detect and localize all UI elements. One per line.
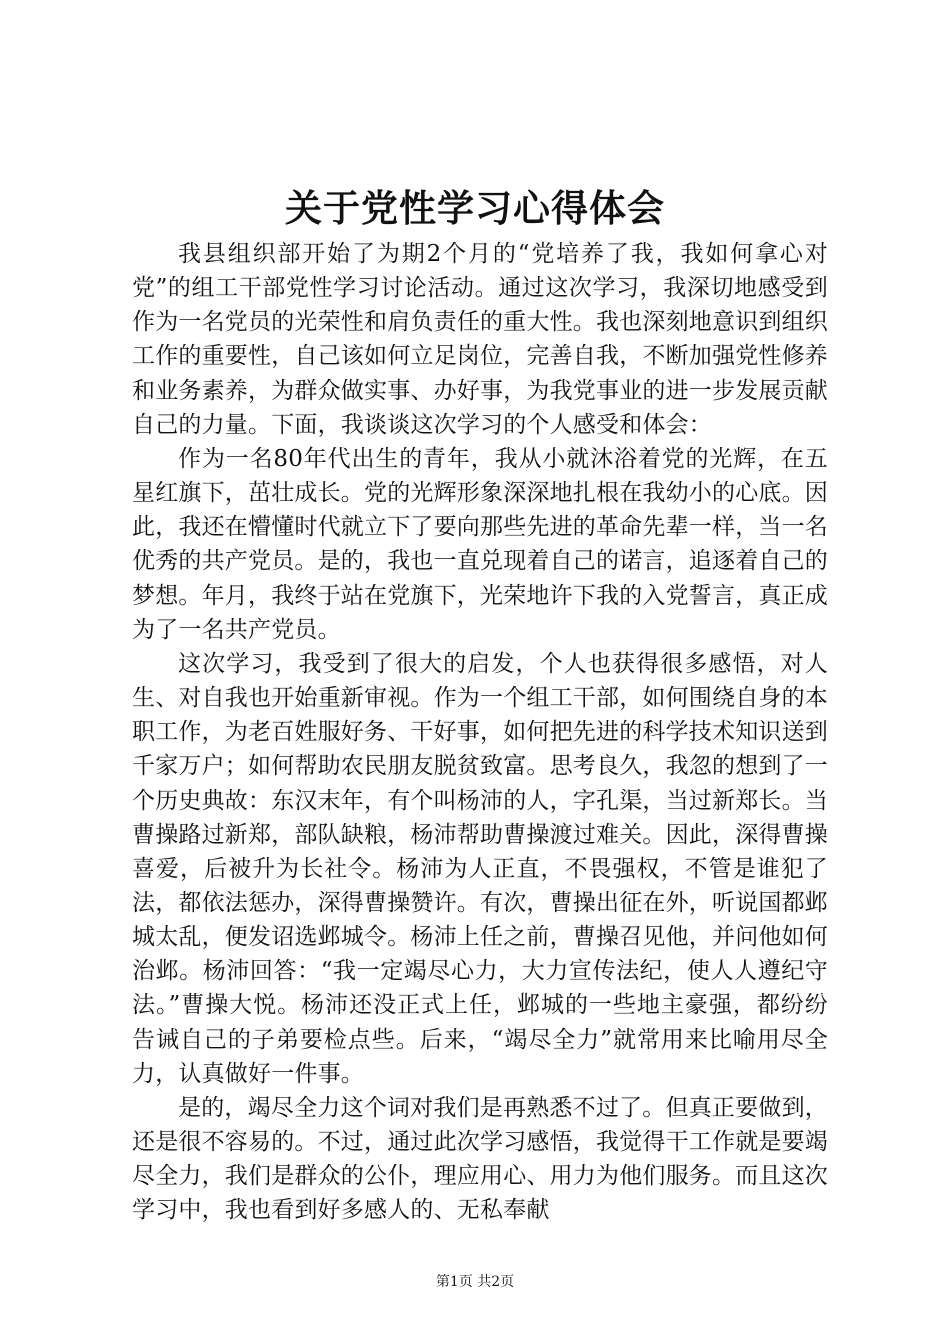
document-body: [132, 237, 828, 1228]
page-number-footer: 第1页 共2页: [435, 1274, 515, 1290]
paragraph-intro: 我县组织部开始了为期2个月的“党培养了我，我如何拿心对党”的组工干部党性学习讨论活动。通过这次学习，我深切地感受到作为一名党员的光荣性和肩负责任的重大性。我也深刻地意识到组织工作的重要性，自己该如何立足岗位，完善自我，不断加强党性修养和业务素养，为群众做实事、办好事，为我党事业的进一步发展贡献自己的力量。下面，我谈谈这次学习的个人感受和体会：: [132, 241, 828, 438]
paragraph-reflection: 是的，竭尽全力这个词对我们是再熟悉不过了。但真正要做到，还是很不容易的。不过，通过此次学习感悟，我觉得干工作就是要竭尽全力，我们是群众的公仆，理应用心、用力为他们服务。而且这次学习中，我也看到好多感人的、无私奉献: [132, 1094, 828, 1224]
paragraph-background: 作为一名80年代出生的青年，我从小就沐浴着党的光辉，在五星红旗下，茁壮成长。党的光辉形象深深地扎根在我幼小的心底。因此，我还在懵懂时代就立下了要向那些先进的革命先辈一样，当一名优秀的共产党员。是的，我也一直兑现着自己的诺言，追逐着自己的梦想。年月，我终于站在党旗下，光荣地许下我的入党誓言，真正成为了一名共产党员。: [132, 445, 828, 643]
document-title: 关于党性学习心得体会: [285, 187, 665, 230]
paragraph-story: 这次学习，我受到了很大的启发，个人也获得很多感悟，对人生、对自我也开始重新审视。作为一个组工干部，如何围绕自身的本职工作，为老百姓服好务、干好事，如何把先进的科学技术知识送到千家万户；如何帮助农民朋友脱贫致富。思考良久，我忽的想到了一个历史典故：东汉末年，有个叫杨沛的人，字孔渠，当过新郑长。当曹操路过新郑，部队缺粮，杨沛帮助曹操渡过难关。因此，深得曹操喜爱，后被升为长社令。杨沛为人正直，不畏强权，不管是谁犯了法，都依法惩办，深得曹操赞许。有次，曹操出征在外，听说国都邺城太乱，便发诏选邺城令。杨沛上任之前，曹操召见他，并问他如何治邺。杨沛回答：“我一定竭尽心力，大力宣传法纪，使人人遵纪守法。”曹操大悦。杨沛还没正式上任，邺城的一些地主豪强，都纷纷告诫自己的子弟要检点些。后来，“竭尽全力”就常用来比喻用尽全力，认真做好一件事。: [132, 650, 828, 1087]
